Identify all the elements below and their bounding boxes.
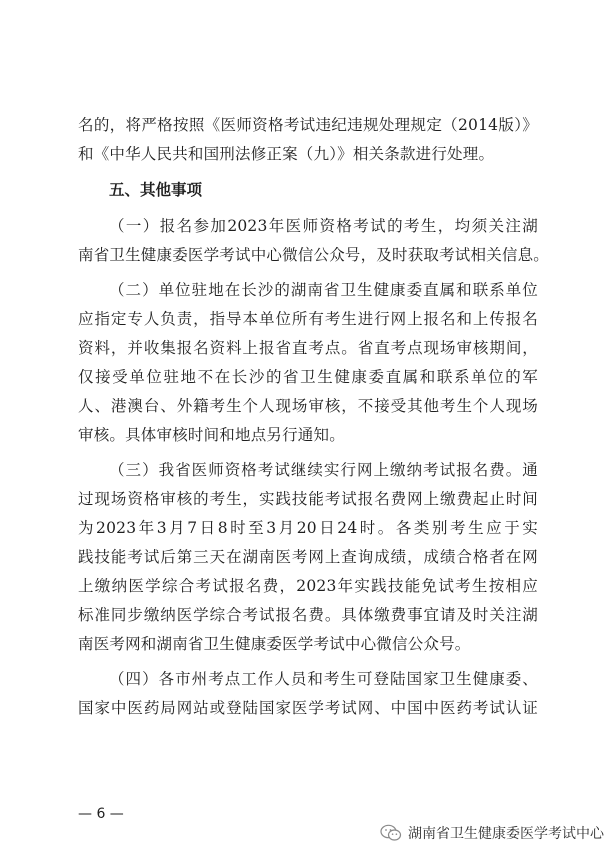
paragraph-2 — [78, 276, 538, 450]
paragraph-line: （一）报名参加2023年医师资格考试的考生，均须关注湖 — [109, 217, 538, 235]
body-line: 和《中华人民共和国刑法修正案（九）》相关条款进行处理。 — [78, 145, 495, 163]
paragraph-line: 审核。具体审核时间和地点另行通知。 — [78, 426, 345, 444]
paragraph-line: 过现场资格审核的考生，实践技能考试报名费网上缴费起止时间 — [78, 490, 538, 508]
page-number: — 6 — — [78, 806, 124, 822]
paragraph-line: 人、港澳台、外籍考生个人现场审核，不接受其他考生个人现场 — [78, 397, 538, 415]
paragraph-line: （四）各市州考点工作人员和考生可登陆国家卫生健康委、 — [109, 670, 538, 688]
paragraph-4 — [78, 665, 538, 723]
paragraph-line: 仅接受单位驻地不在长沙的省卫生健康委直属和联系单位的军 — [78, 368, 538, 386]
paragraph-line: 为2023年3月7日8时至3月20日24时。各类别考生应于实 — [78, 519, 538, 537]
paragraph-line: （三）我省医师资格考试继续实行网上缴纳考试报名费。通 — [109, 461, 538, 479]
body-line: 名的，将严格按照《医师资格考试违纪违规处理规定（2014版）》 — [78, 116, 538, 134]
paragraph-line: 国家中医药局网站或登陆国家医学考试网、中国中医药考试认证 — [78, 699, 538, 717]
paragraph-line: 践技能考试后第三天在湖南医考网上查询成绩，成绩合格者在网 — [78, 548, 538, 566]
paragraph-3 — [78, 456, 538, 659]
paragraph-line: 标准同步缴纳医学综合考试报名费。具体缴费事宜请及时关注湖 — [78, 606, 538, 624]
paragraph-line: 上缴纳医学综合考试报名费，2023年实践技能免试考生按相应 — [78, 577, 538, 595]
paragraph-line: 南医考网和湖南省卫生健康委医学考试中心微信公众号。 — [78, 635, 471, 653]
paragraph-line: （二）单位驻地在长沙的湖南省卫生健康委直属和联系单位 — [109, 281, 538, 299]
paragraph-line: 应指定专人负责，指导本单位所有考生进行网上报名和上传报名 — [78, 310, 538, 328]
watermark-text: 湖南省卫生健康委医学考试中心 — [408, 826, 604, 842]
paragraph-line: 南省卫生健康委医学考试中心微信公众号，及时获取考试相关信息。 — [78, 246, 550, 264]
paragraph-1 — [78, 212, 550, 270]
section-heading: 五、其他事项 — [109, 181, 203, 199]
paragraph-line: 资料，并收集报名资料上报省直考点。省直考点现场审核期间， — [78, 339, 538, 357]
wechat-watermark — [380, 822, 604, 844]
wechat-icon — [380, 824, 402, 842]
document-body — [78, 111, 550, 723]
